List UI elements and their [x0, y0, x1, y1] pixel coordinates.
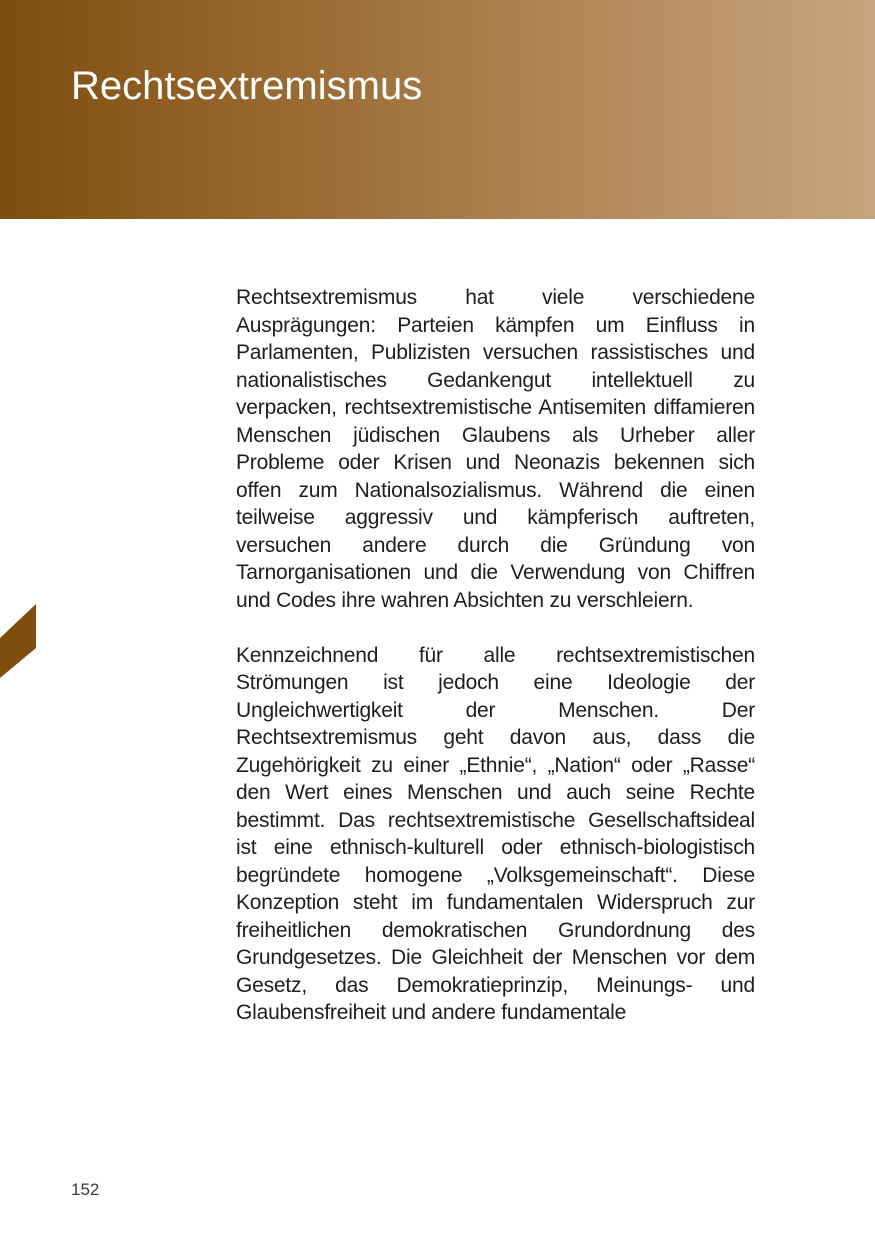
- paragraph-1: Rechtsextremismus hat viele verschiedene Ausprägungen: Parteien kämpfen um Einfluss in Parlamenten, Publizisten versuchen rassistisches und nationalistisches Gedankengut intellektuell zu verpacken, rechtsextremistische Antisemiten diffamieren Menschen jüdischen Glaubens als Urheber aller Probleme oder Krisen und Neonazis bekennen sich offen zum Nationalsozialismus. Während die einen teilweise aggressiv und kämpferisch auftreten, versuchen andere durch die Gründung von Tarnorganisationen und die Verwendung von Chiffren und Codes ihre wahren Absichten zu verschleiern.: [236, 286, 755, 612]
- chapter-header-band: [0, 0, 875, 219]
- chapter-title: Rechtsextremismus: [71, 64, 423, 108]
- paragraph-2: Kennzeichnend für alle rechtsextremistischen Strömungen ist jedoch eine Ideologie der Ungleichwertigkeit der Menschen. Der Rechtsextremismus geht davon aus, dass die Zugehörigkeit zu einer „Ethnie“, „Nation“ oder „Rasse“ den Wert eines Menschen und auch seine Rechte bestimmt. Das rechtsextremistische Gesellschaftsideal ist eine ethnisch-kulturell oder ethnisch-biologistisch begründete homogene „Volksgemeinschaft“. Diese Konzeption steht im fundamentalen Widerspruch zur freiheitlichen demokratischen Grundordnung des Grundgesetzes. Die Gleichheit der Menschen vor dem Gesetz, das Demokratieprinzip, Meinungs- und Glaubensfreiheit und andere fundamentale: [236, 643, 755, 1024]
- page-number: 152: [71, 1180, 100, 1199]
- main-text: [236, 284, 755, 1027]
- chapter-marker-shape: [0, 604, 36, 678]
